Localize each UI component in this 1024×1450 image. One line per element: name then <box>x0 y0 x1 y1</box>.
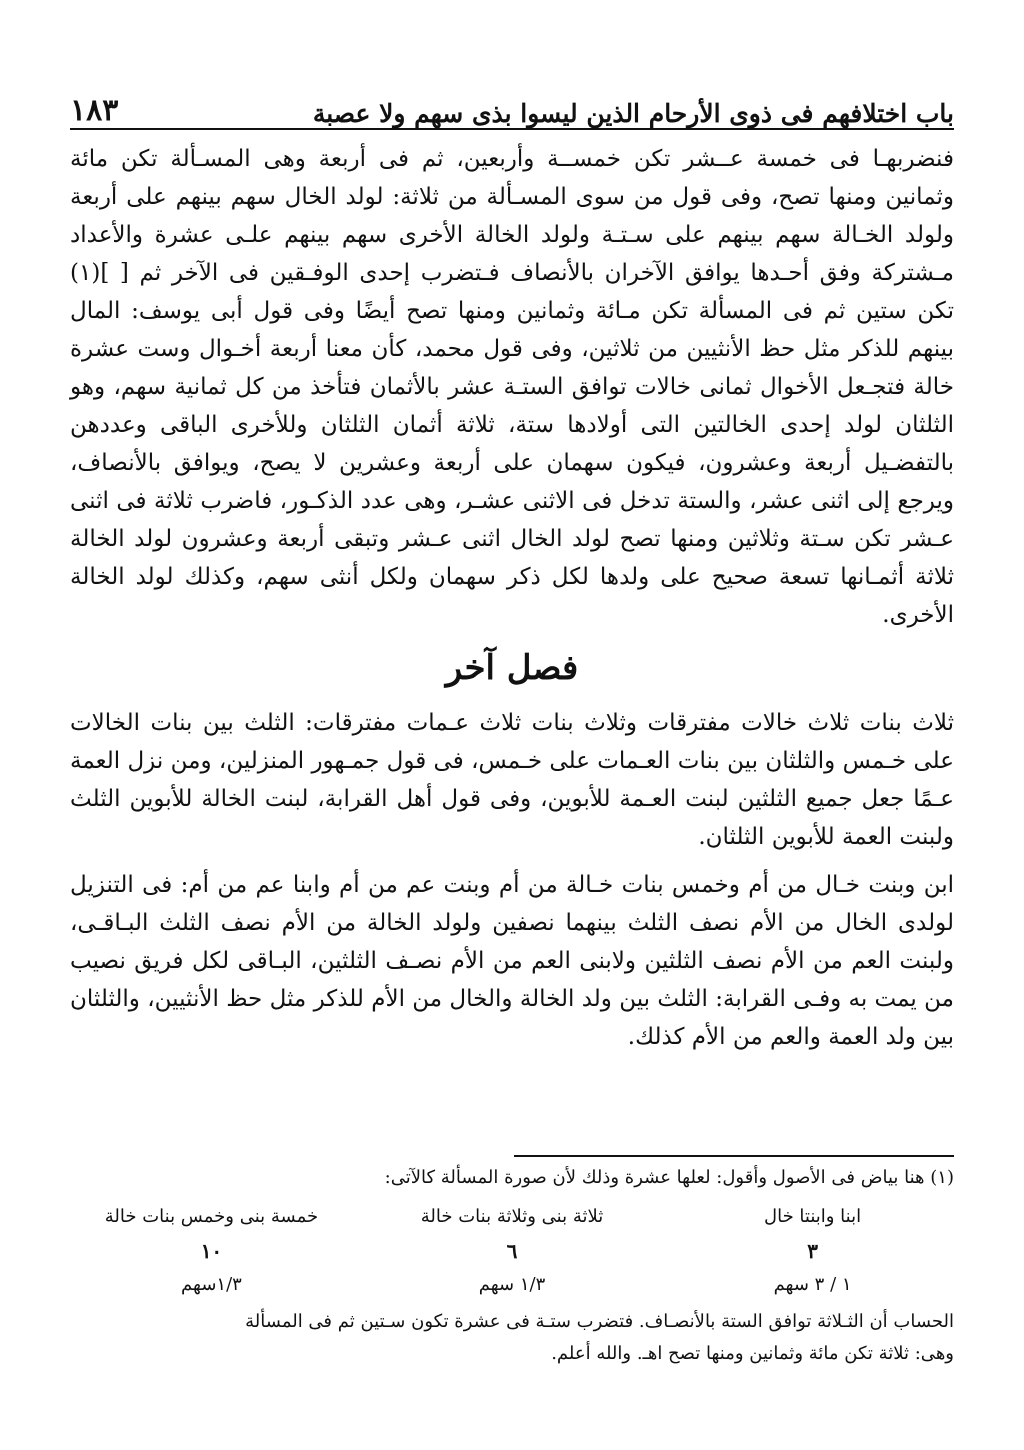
footnote <box>70 1162 954 1370</box>
footnote-cell-label: خمسة بنى وخمس بنات خالة <box>104 1206 319 1227</box>
footnote-cell-share: ١ / ٣ سهم <box>773 1274 852 1295</box>
footnote-cell-share: ١/٣ سهم <box>478 1274 546 1295</box>
paragraph-3: ابن وبنت خـال من أم وخمس بنات خـالة من أم وبنت عم من أم وابنا عم من أم: فى التنزيل لولدى الخال من الأم نصف الثلث بينهما نصفين ولولد الخالة من الأم نصف الثلث البـاقـى، ولبنت العم من الأم نصف الثلثين ولابنى العم من الأم نصـف الثلثين، البـاقى لكل فريق نصيب من يمت به وفـى القرابة: الثلث بين ولد الخالة والخال من الأم للذكر مثل حظ الأنثيين، والثلثان بين ولد العمة والعم من الأم كذلك. <box>70 872 954 1050</box>
footnote-table-counts <box>70 1234 954 1268</box>
footnote-table <box>70 1200 954 1302</box>
paragraph-1: فنضربهـا فى خمسة عــشر تكن خمســة وأربعين، ثم فى أربعة وهى المسـألة تكن مائة وثمانين ومنها تصح، وفى قول من سوى المسـألة من ثلاثة: لولد الخال سهم بينهم على أربعة ولولد الخـالة سهم بينهم على سـتـة ولولد الخالة الأخرى سهم بينهم علـى عشرة والأعداد مـشتركة وفق أحـدها يوافق الآخران بالأنصاف فـتضرب إحدى الوفـقين فى الآخر ثم [ ](١) تكن ستين ثم فى المسألة تكن مـائة وثمانين ومنها تصح أيضًا وفى قول أبى يوسف: المال بينهم للذكر مثل حظ الأنثيين من ثلاثين، وفى قول محمد، كأن معنا أربعة أخـوال وست عشرة خالة فتجـعل الأخوال ثمانى خالات توافق الستـة عشر بالأثمان فتأخذ من كل ثمانية سهم، وهو الثلثان لولد إحدى الخالتين التى أولادها ستة، ثلاثة أثمان الثلثان وللأخرى الباقى وعددهن بالتفضـيل أربعة وعشرون، فيكون سهمان على أربعة وعشرين لا يصح، ويوافق بالأنصاف، ويرجع إلى اثنى عشر، والستة تدخل فى الاثنى عشـر، وهى عدد الذكـور، فاضرب ثلاثة فى اثنى عـشر تكن سـتة وثلاثين ومنها تصح لولد الخال اثنى عـشر وتبقى أربعة وعشرون لولد الخالة ثلاثة أثمـانها تسعة صحيح على ولدها لكل ذكر سهمان ولكل أنثى سهم، وكذلك لولد الخالة الأخرى. <box>70 146 954 628</box>
running-header <box>70 84 954 130</box>
footnote-cell-label: ابنا وابنتا خال <box>764 1206 862 1227</box>
page-number: ١٨٣ <box>70 93 119 128</box>
footnote-cell-label: ثلاثة بنى وثلاثة بنات خالة <box>420 1206 604 1227</box>
main-text <box>70 140 954 1066</box>
footnote-cell-count: ١٠ <box>200 1239 223 1263</box>
footnote-separator <box>514 1155 954 1157</box>
footnote-table-shares <box>70 1268 954 1302</box>
footnote-cell-share: ١/٣سهم <box>181 1274 242 1295</box>
footnote-line-1: (١) هنا بياض فى الأصول وأقول: لعلها عشرة وذلك لأن صورة المسألة كالآتى: <box>384 1167 954 1188</box>
footnote-cell-count: ٣ <box>807 1239 818 1263</box>
chapter-title: باب اختلافهم فى ذوى الأرحام الذين ليسوا بذى سهم ولا عصبة <box>312 99 954 128</box>
section-heading: فصل آخر <box>445 648 579 688</box>
paragraph-2: ثلاث بنات ثلاث خالات مفترقات وثلاث بنات ثلاث عـمات مفترقات: الثلث بين بنات الخالات على خـمس والثلثان بين بنات العـمات على خـمس، فى قول جمـهور المنزلين، ومن نزل العمة عـمًا جعل جميع الثلثين لبنت العـمة للأبوين، وفى قول أهل القرابة، لبنت الخالة للأبوين الثلث ولبنت العمة للأبوين الثلثان. <box>70 710 954 850</box>
footnote-line-3: وهى: ثلاثة تكن مائة وثمانين ومنها تصح اهـ. والله أعلم. <box>551 1343 954 1364</box>
footnote-line-2: الحساب أن الثـلاثة توافق الستة بالأنصـاف. فتضرب ستـة فى عشرة تكون سـتين ثم فى المسألة <box>245 1311 954 1332</box>
footnote-cell-count: ٦ <box>506 1239 518 1263</box>
footnote-table-labels <box>70 1200 954 1234</box>
